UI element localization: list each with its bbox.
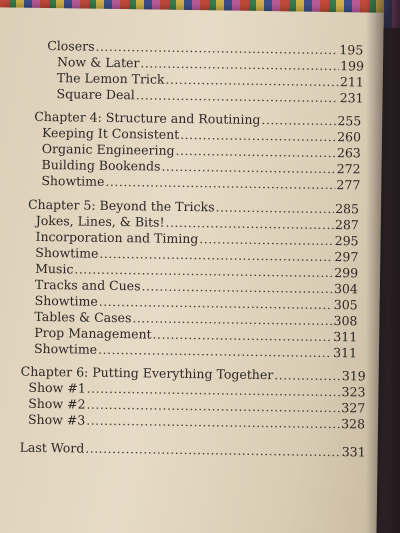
toc-entry-title: Now & Later bbox=[56, 54, 140, 71]
toc-entry-page: 211 bbox=[339, 74, 364, 90]
toc-entry-page: 323 bbox=[341, 384, 366, 400]
toc-entry-page: 287 bbox=[334, 217, 359, 233]
leader-dots bbox=[180, 127, 336, 144]
toc-entry-last-word bbox=[20, 440, 366, 460]
leader-dots bbox=[274, 367, 341, 383]
table-of-contents bbox=[0, 7, 384, 533]
toc-entry-page: 305 bbox=[333, 297, 358, 313]
leader-dots bbox=[140, 55, 339, 73]
toc-entry-title: Incorporation and Timing bbox=[35, 228, 199, 247]
toc-entry-title: Building Bookends bbox=[41, 156, 161, 174]
leader-dots bbox=[85, 441, 341, 460]
toc-entry-title: Keeping It Consistent bbox=[41, 124, 180, 142]
toc-entry-title: Chapter 4: Structure and Routining bbox=[34, 108, 261, 128]
toc-entry-page: 231 bbox=[339, 90, 364, 106]
leader-dots bbox=[199, 231, 334, 248]
toc-entry-page: 195 bbox=[339, 42, 364, 58]
toc-entry-page: 260 bbox=[337, 129, 362, 145]
page-edge-shadow bbox=[366, 0, 400, 533]
toc-entry-page: 331 bbox=[341, 444, 366, 460]
toc-entry-title: Showtime bbox=[35, 244, 99, 261]
toc-entry-page: 327 bbox=[341, 400, 366, 416]
toc-entry-title: Show #1 bbox=[28, 379, 86, 396]
toc-entry-title: Tracks and Cues bbox=[34, 276, 141, 294]
toc-entry-title: Tables & Cases bbox=[34, 308, 132, 326]
toc-entry-page: 255 bbox=[337, 113, 362, 129]
toc-entry-square-deal bbox=[56, 86, 363, 105]
toc-entry-showtime bbox=[34, 341, 357, 361]
toc-entry-title: Square Deal bbox=[56, 86, 135, 103]
toc-entry-page: 311 bbox=[333, 329, 358, 345]
toc-entry-page: 272 bbox=[336, 161, 361, 177]
toc-entry-title: Show #3 bbox=[27, 411, 86, 428]
toc-entry-title: Showtime bbox=[34, 292, 98, 309]
toc-entry-title: The Lemon Trick bbox=[56, 70, 165, 87]
toc-entry-title: Showtime bbox=[41, 172, 105, 189]
leader-dots bbox=[141, 278, 333, 296]
toc-entry-page: 308 bbox=[333, 313, 358, 329]
toc-entry-title: Music bbox=[35, 260, 74, 277]
leader-dots bbox=[261, 112, 336, 128]
leader-dots bbox=[165, 215, 334, 232]
toc-entry-title: Jokes, Lines, & Bits! bbox=[35, 212, 165, 230]
toc-entry-page: 311 bbox=[333, 345, 358, 361]
toc-entry-page: 297 bbox=[334, 249, 359, 265]
toc-entry-title: Show #2 bbox=[28, 395, 86, 412]
toc-entry-title: Showtime bbox=[33, 340, 98, 357]
book-page bbox=[0, 7, 384, 533]
leader-dots bbox=[215, 199, 334, 216]
leader-dots bbox=[98, 342, 332, 360]
leader-dots bbox=[132, 310, 332, 328]
toc-entry-page: 199 bbox=[340, 58, 365, 74]
toc-entry-title: Last Word bbox=[19, 439, 85, 456]
toc-entry-showtime bbox=[41, 173, 360, 192]
toc-entry-page: 263 bbox=[336, 145, 361, 161]
toc-entry-page: 319 bbox=[341, 368, 366, 384]
toc-entry-page: 285 bbox=[335, 201, 360, 217]
toc-entry-title: Chapter 6: Putting Everything Together bbox=[20, 363, 274, 383]
leader-dots bbox=[175, 143, 336, 160]
leader-dots bbox=[136, 87, 339, 105]
toc-entry-title: Organic Engineering bbox=[41, 140, 175, 158]
toc-entry-title: Prop Management bbox=[34, 324, 152, 342]
leader-dots bbox=[161, 159, 335, 176]
toc-entry-page: 299 bbox=[334, 265, 359, 281]
leader-dots bbox=[86, 413, 340, 432]
leader-dots bbox=[165, 72, 339, 89]
leader-dots bbox=[105, 174, 335, 192]
toc-entry-page: 328 bbox=[341, 416, 366, 432]
toc-entry-title: Closers bbox=[47, 38, 95, 54]
toc-entry-page: 277 bbox=[336, 177, 361, 193]
toc-entry-page: 295 bbox=[334, 233, 359, 249]
leader-dots bbox=[153, 327, 333, 345]
toc-entry-title: Chapter 5: Beyond the Tricks bbox=[27, 196, 215, 215]
toc-entry-page: 304 bbox=[333, 281, 358, 297]
